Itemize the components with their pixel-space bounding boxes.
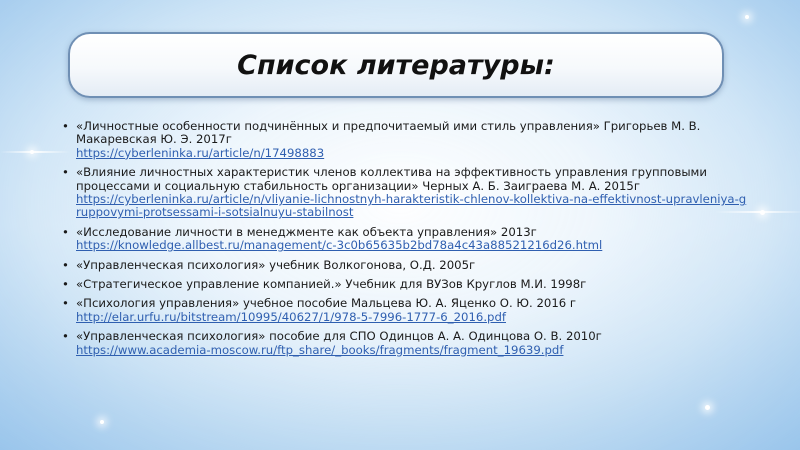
reference-link[interactable]: https://www.academia-moscow.ru/ftp_share/_books/fragments/fragment_19639.pdf: [76, 342, 564, 357]
reference-text: «Стратегическое управление компанией.» Учебник для ВУЗов Круглов М.И. 1998г: [76, 277, 587, 292]
reference-item: [60, 226, 750, 253]
reference-list: [60, 120, 750, 363]
sparkle-decoration: [100, 420, 104, 424]
reference-item: [60, 120, 750, 160]
reference-link[interactable]: https://cyberleninka.ru/article/n/vliyanie-lichnostnyh-harakteristik-chlenov-kollektiva-na-effektivnost-upravleniya-gruppovymi-protsessami-i-sotsialnuyu-stabilnost: [76, 192, 747, 220]
reference-text: «Управленческая психология» учебник Волкогонова, О.Д. 2005г: [76, 257, 476, 272]
reference-item: [60, 259, 750, 272]
reference-item: [60, 330, 750, 357]
bullet-icon: •: [62, 165, 69, 180]
sparkle-decoration: [705, 405, 710, 410]
reference-text: «Исследование личности в менеджменте как объекта управления» 2013г: [76, 224, 537, 239]
reference-link[interactable]: https://knowledge.allbest.ru/management/c-3c0b65635b2bd78a4c43a88521216d26.html: [76, 238, 603, 253]
title-banner: [68, 32, 724, 98]
bullet-icon: •: [62, 277, 69, 292]
reference-item: [60, 297, 750, 324]
reference-item: [60, 166, 750, 220]
bullet-icon: •: [62, 296, 69, 311]
bullet-icon: •: [62, 257, 69, 272]
reference-text: «Личностные особенности подчинённых и предпочитаемый ими стиль управления» Григорьев М. В. Макаревская Ю. Э. 2017г: [76, 119, 701, 147]
bullet-icon: •: [62, 224, 69, 239]
sparkle-decoration: [745, 15, 749, 19]
reference-text: «Влияние личностных характеристик членов коллектива на эффективность управления групповыми процессами и социальную стабильность организации» Черных А. Б. Заиграева М. А. 2015г: [76, 165, 707, 193]
bullet-icon: •: [62, 329, 69, 344]
reference-link[interactable]: http://elar.urfu.ru/bitstream/10995/40627/1/978-5-7996-1777-6_2016.pdf: [76, 309, 506, 324]
bullet-icon: •: [62, 119, 69, 133]
reference-text: «Управленческая психология» пособие для СПО Одинцов А. А. Одинцова О. В. 2010г: [76, 329, 602, 344]
reference-text: «Психология управления» учебное пособие Мальцева Ю. А. Яценко О. Ю. 2016 г: [76, 296, 577, 311]
page-title: Список литературы:: [237, 49, 555, 81]
reference-item: [60, 278, 750, 291]
reference-link[interactable]: https://cyberleninka.ru/article/n/17498883: [76, 145, 325, 160]
